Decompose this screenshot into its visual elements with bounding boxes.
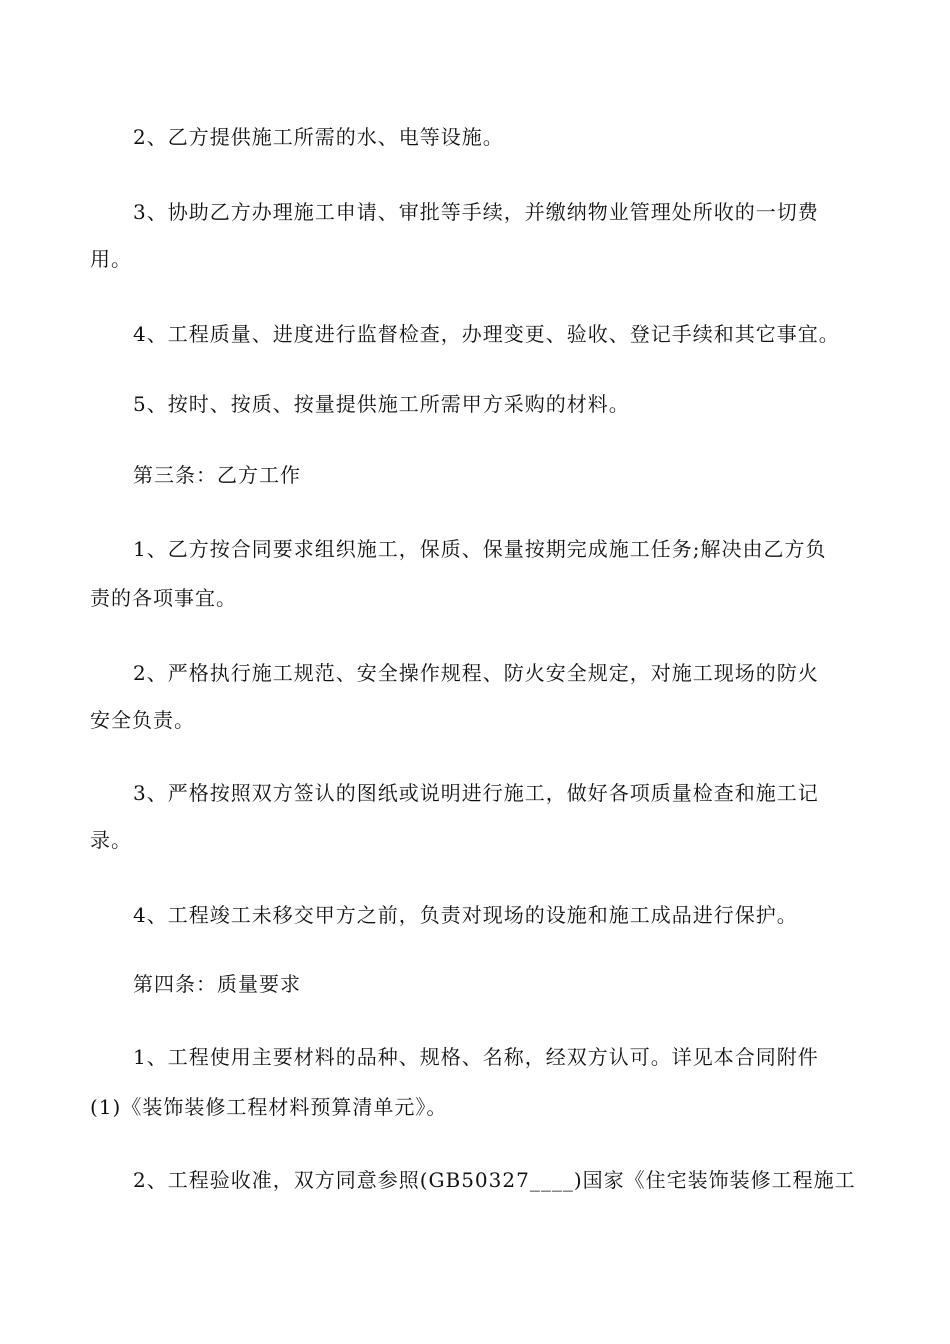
paragraph-line: 2、乙方提供施工所需的水、电等设施。 bbox=[133, 125, 504, 149]
paragraph-line: 录。 bbox=[90, 828, 132, 852]
section-heading: 第三条：乙方工作 bbox=[133, 463, 301, 487]
paragraph-line: 4、工程质量、进度进行监督检查，办理变更、验收、登记手续和其它事宜。 bbox=[133, 322, 840, 346]
paragraph-line: 1、工程使用主要材料的品种、规格、名称，经双方认可。详见本合同附件 bbox=[133, 1045, 819, 1069]
paragraph-line: 3、严格按照双方签认的图纸或说明进行施工，做好各项质量检查和施工记 bbox=[133, 781, 819, 805]
paragraph-line: 用。 bbox=[90, 247, 132, 271]
paragraph-line: 2、严格执行施工规范、安全操作规程、防火安全规定，对施工现场的防火 bbox=[133, 661, 819, 685]
section-heading: 第四条：质量要求 bbox=[133, 972, 301, 996]
paragraph-line: 3、协助乙方办理施工申请、审批等手续，并缴纳物业管理处所收的一切费 bbox=[133, 200, 819, 224]
paragraph-line: 5、按时、按质、按量提供施工所需甲方采购的材料。 bbox=[133, 392, 630, 416]
paragraph-line: 4、工程竣工未移交甲方之前，负责对现场的设施和施工成品进行保护。 bbox=[133, 903, 798, 927]
paragraph-line: 责的各项事宜。 bbox=[90, 586, 237, 610]
paragraph-line: 安全负责。 bbox=[90, 708, 195, 732]
paragraph-line: 1、乙方按合同要求组织施工，保质、保量按期完成施工任务;解决由乙方负 bbox=[133, 537, 827, 561]
paragraph-line: 2、工程验收准，双方同意参照(GB50327____)国家《住宅装饰装修工程施工 bbox=[133, 1168, 856, 1192]
paragraph-line: (1)《装饰装修工程材料预算清单元》。 bbox=[90, 1095, 448, 1119]
